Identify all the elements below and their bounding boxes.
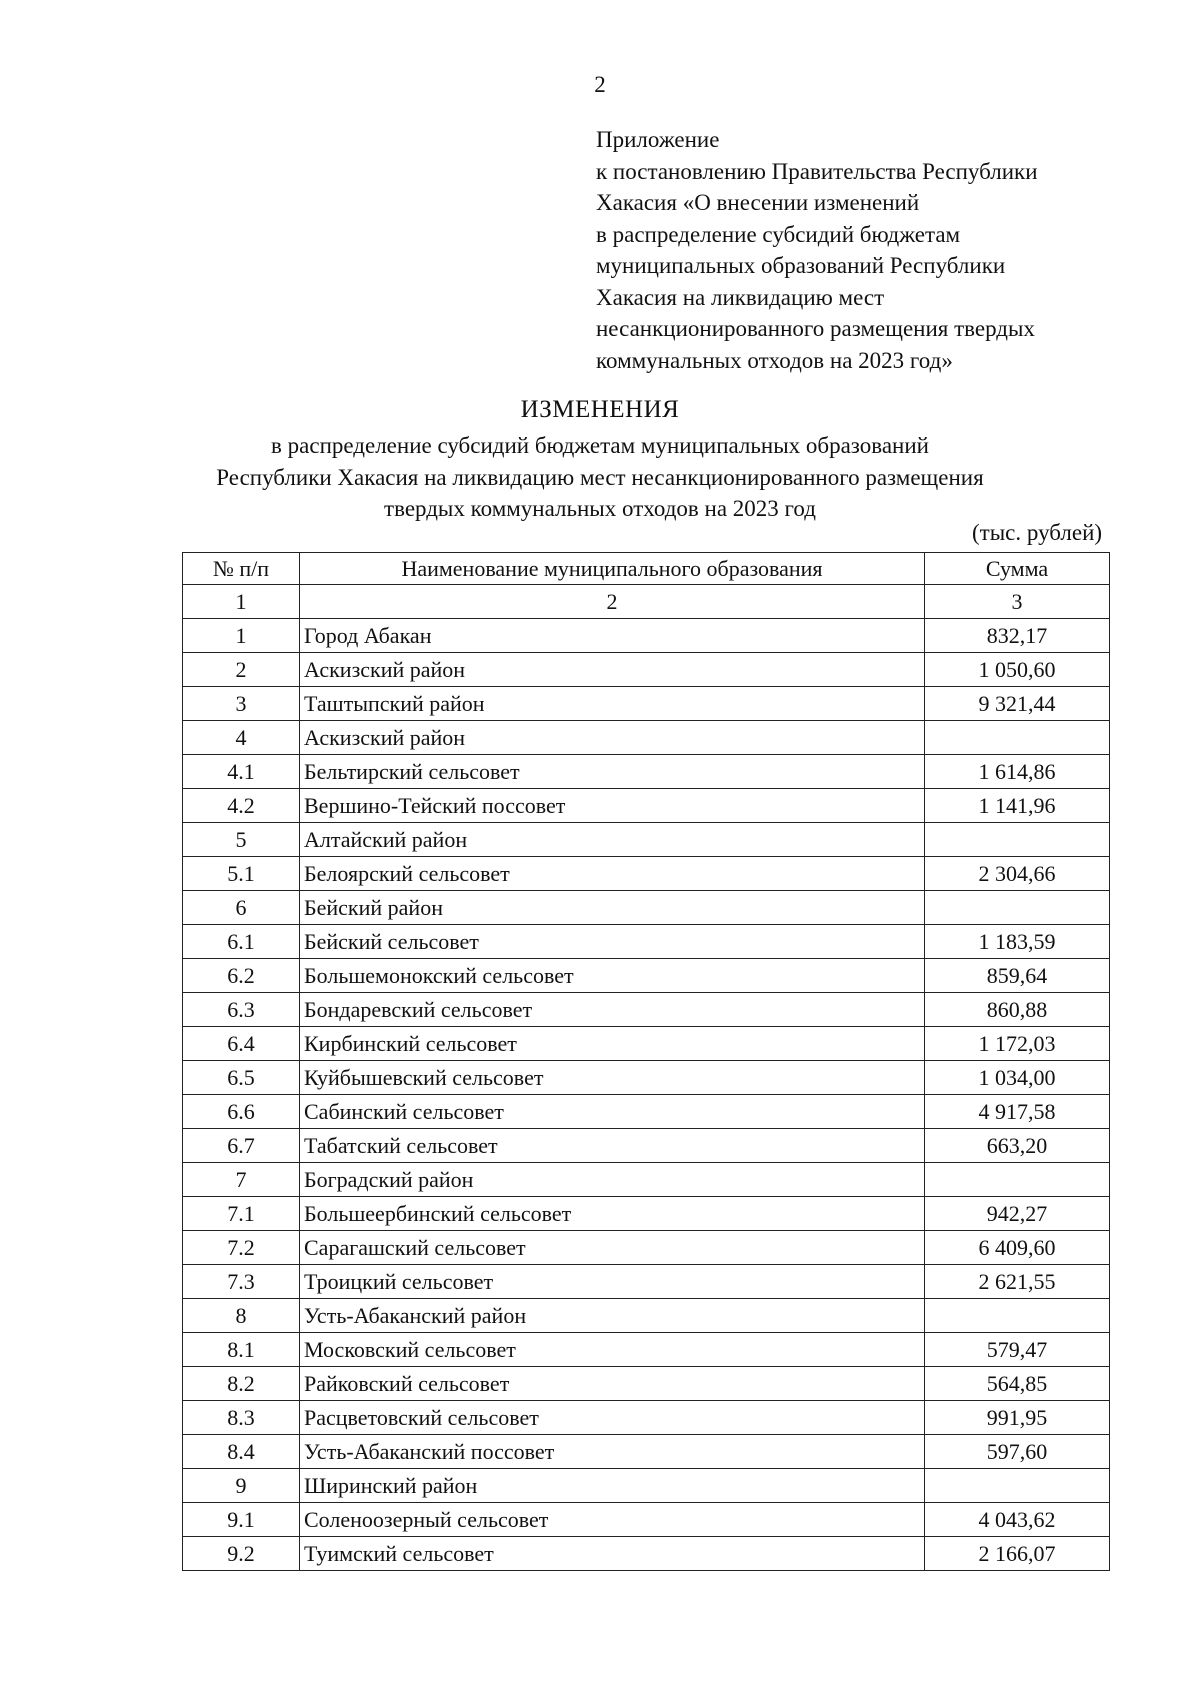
row-number: 9.1 [183,1503,300,1537]
row-name: Ширинский район [300,1469,925,1503]
subsidy-table [182,552,1110,1571]
unit-label: (тыс. рублей) [972,520,1103,545]
row-number: 6.4 [183,1027,300,1061]
row-sum: 6 409,60 [925,1231,1110,1265]
table-row [183,721,1110,755]
header-number: № п/п [183,553,300,585]
row-name: Бейский район [300,891,925,925]
table-row [183,1027,1110,1061]
table-row [183,925,1110,959]
subtitle-line: твердых коммунальных отходов на 2023 год [384,496,816,521]
row-number: 8 [183,1299,300,1333]
row-name: Бейский сельсовет [300,925,925,959]
row-name: Московский сельсовет [300,1333,925,1367]
appendix-line: Приложение [596,127,720,152]
row-sum [925,891,1110,925]
page-number: 2 [594,72,606,97]
row-number: 8.1 [183,1333,300,1367]
row-name: Куйбышевский сельсовет [300,1061,925,1095]
row-number: 7.3 [183,1265,300,1299]
table-row [183,1061,1110,1095]
table-row [183,1503,1110,1537]
table-row [183,959,1110,993]
row-number: 8.3 [183,1401,300,1435]
table-row [183,1129,1110,1163]
row-sum: 1 183,59 [925,925,1110,959]
row-number: 6.6 [183,1095,300,1129]
row-name: Белоярский сельсовет [300,857,925,891]
row-sum: 9 321,44 [925,687,1110,721]
row-name: Бондаревский сельсовет [300,993,925,1027]
row-name: Большемонокский сельсовет [300,959,925,993]
row-number: 4 [183,721,300,755]
row-sum [925,721,1110,755]
row-number: 6.2 [183,959,300,993]
row-name: Усть-Абаканский поссовет [300,1435,925,1469]
row-name: Большеербинский сельсовет [300,1197,925,1231]
table-row [183,891,1110,925]
row-sum: 942,27 [925,1197,1110,1231]
row-sum [925,1299,1110,1333]
table-row [183,687,1110,721]
row-number: 3 [183,687,300,721]
appendix-line: коммунальных отходов на 2023 год» [596,347,953,373]
row-number: 4.1 [183,755,300,789]
row-number: 7 [183,1163,300,1197]
row-sum: 832,17 [925,619,1110,653]
row-sum: 859,64 [925,959,1110,993]
row-sum: 4 043,62 [925,1503,1110,1537]
row-name: Туимский сельсовет [300,1537,925,1571]
table-row [183,823,1110,857]
row-name: Расцветовский сельсовет [300,1401,925,1435]
row-number: 1 [183,619,300,653]
appendix-line: Хакасия на ликвидацию мест [596,284,885,310]
subtitle-line: Республики Хакасия на ликвидацию мест несанкционированного размещения [216,464,984,490]
row-number: 5 [183,823,300,857]
table-row [183,1197,1110,1231]
document-title: ИЗМЕНЕНИЯ [520,396,680,423]
subtitle-line: в распределение субсидий бюджетам муниципальных образований [271,433,929,458]
row-number: 7.1 [183,1197,300,1231]
row-sum [925,823,1110,857]
row-sum: 991,95 [925,1401,1110,1435]
row-name: Усть-Абаканский район [300,1299,925,1333]
row-name: Сарагашский сельсовет [300,1231,925,1265]
table-body [183,553,1110,1571]
appendix-block [596,124,1038,376]
row-name: Аскизский район [300,721,925,755]
row-number: 6.7 [183,1129,300,1163]
row-number: 9 [183,1469,300,1503]
row-number: 7.2 [183,1231,300,1265]
row-number: 6.5 [183,1061,300,1095]
header-sum: Сумма [925,553,1110,585]
table-row [183,653,1110,687]
table-row [183,1435,1110,1469]
row-sum [925,1163,1110,1197]
row-sum: 579,47 [925,1333,1110,1367]
row-number: 4.2 [183,789,300,823]
row-number: 8.2 [183,1367,300,1401]
row-name: Табатский сельсовет [300,1129,925,1163]
header-name: Наименование муниципального образования [300,553,925,585]
table-row [183,1401,1110,1435]
index-col-1: 1 [183,585,300,619]
row-name: Бельтирский сельсовет [300,755,925,789]
row-name: Вершино-Тейский поссовет [300,789,925,823]
index-col-2: 2 [300,585,925,619]
row-number: 6 [183,891,300,925]
row-sum: 597,60 [925,1435,1110,1469]
appendix-line: несанкционированного размещения твердых [596,316,1035,341]
row-name: Город Абакан [300,619,925,653]
table-row [183,1537,1110,1571]
row-sum [925,1469,1110,1503]
row-number: 6.3 [183,993,300,1027]
row-name: Кирбинский сельсовет [300,1027,925,1061]
row-sum: 4 917,58 [925,1095,1110,1129]
document-subtitle [0,430,1200,525]
row-name: Таштыпский район [300,687,925,721]
row-sum: 2 304,66 [925,857,1110,891]
table-row [183,1299,1110,1333]
row-name: Сабинский сельсовет [300,1095,925,1129]
index-col-3: 3 [925,585,1110,619]
row-name: Троицкий сельсовет [300,1265,925,1299]
table-row [183,857,1110,891]
row-sum: 1 172,03 [925,1027,1110,1061]
row-sum: 1 050,60 [925,653,1110,687]
table-row [183,1265,1110,1299]
row-sum: 2 621,55 [925,1265,1110,1299]
table-row [183,1367,1110,1401]
row-number: 2 [183,653,300,687]
row-name: Райковский сельсовет [300,1367,925,1401]
row-number: 9.2 [183,1537,300,1571]
appendix-line: к постановлению Правительства Республики [596,158,1038,184]
row-sum: 564,85 [925,1367,1110,1401]
appendix-line: муниципальных образований Республики [596,253,1006,278]
row-name: Соленоозерный сельсовет [300,1503,925,1537]
table-row [183,1231,1110,1265]
table-row [183,1333,1110,1367]
row-sum: 1 141,96 [925,789,1110,823]
row-name: Алтайский район [300,823,925,857]
table-row [183,755,1110,789]
table-row [183,1095,1110,1129]
row-number: 8.4 [183,1435,300,1469]
table-row [183,993,1110,1027]
table-row [183,619,1110,653]
row-number: 5.1 [183,857,300,891]
row-name: Аскизский район [300,653,925,687]
row-sum: 663,20 [925,1129,1110,1163]
table-row [183,789,1110,823]
table-row [183,1469,1110,1503]
table-row [183,1163,1110,1197]
row-sum: 860,88 [925,993,1110,1027]
table-index-row [183,585,1110,619]
row-number: 6.1 [183,925,300,959]
appendix-line: Хакасия «О внесении изменений [596,190,920,215]
appendix-line: в распределение субсидий бюджетам [596,221,961,247]
table-header-row [183,553,1110,585]
row-name: Боградский район [300,1163,925,1197]
row-sum: 1 614,86 [925,755,1110,789]
row-sum: 1 034,00 [925,1061,1110,1095]
row-sum: 2 166,07 [925,1537,1110,1571]
